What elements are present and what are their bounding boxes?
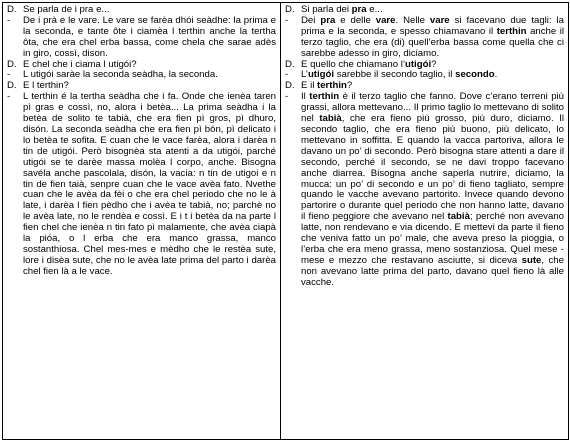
entry-text: De i prà e le vare. Le vare se farèa dhói seàdhe: la prima e la seconda, e tante ôte i ciamèa l terthin anche la tertha ôta, che era chel erba bassa, come chela che sarae adès in giro, cossì, dison. [23, 14, 276, 59]
entry-text: E quello che chiamano l’utigói? [301, 58, 437, 70]
italian-entries [285, 5, 564, 289]
bilingual-transcript-table [2, 2, 569, 440]
dialect-column [3, 3, 281, 440]
speaker-label: - [285, 14, 289, 26]
answer-entry [285, 16, 564, 60]
speaker-label: - [7, 91, 11, 103]
entry-text: L’utigói sarebbe il secondo taglio, il secondo. [301, 69, 498, 81]
speaker-label: - [7, 69, 11, 81]
answer-entry [285, 92, 564, 288]
speaker-label: D. [7, 4, 17, 15]
entry-text: Si parla dei pra e... [301, 4, 383, 15]
speaker-label: D. [285, 80, 295, 92]
entry-text: E l terthin? [23, 80, 69, 92]
speaker-label: - [285, 91, 289, 103]
entry-text: Dei pra e delle vare. Nelle vare si facevano due tagli: la prima e la seconda, e spesso chiamavano il terthin anche il terzo taglio, che era (di) quell’erba bassa come quella che ci sarebbe adesso in giro, diciamo. [301, 14, 565, 59]
speaker-label: - [285, 69, 289, 81]
answer-entry [7, 16, 276, 60]
entry-text: L utigói saràe la seconda seàdha, la seconda. [23, 69, 218, 81]
italian-column [281, 3, 569, 440]
document-page [2, 2, 568, 440]
speaker-label: D. [7, 80, 17, 92]
table-row [3, 3, 569, 440]
speaker-label: - [7, 14, 11, 26]
speaker-label: D. [285, 58, 295, 70]
entry-text: E chel che i ciama l utigói? [23, 58, 137, 70]
dialect-entries [7, 5, 276, 278]
speaker-label: D. [7, 58, 17, 70]
entry-text: Il terthin è il terzo taglio che fanno. Dove c’erano terreni più grassi, allora mettevano... Il primo taglio lo mettevano di solito nel tabià, che era fieno più grosso, più duro, diciamo. Il secondo taglio, che era fieno più buono, più delicato, lo mettevano in soffitta. E quando la vacca partoriva, allora le davano un po’ di secondo. Però bisogna stare attenti a dare il secondo, perché il secondo, se ne davi troppo facevano anche diarrea. Bisogna anche saperla nutrire, diciamo, la mucca: un po’ di secondo e un po’ di fieno tagliato, sempre quando le vacche avevano partorito. Invece quando devono partorire o durante quel periodo che non hanno latte, davano il fieno peggiore che avevano nel tabià; perché non avevano latte, non rendevano e via dicendo. E mettevi da parte il fieno che veniva fatto un po’ male, che aveva preso la pioggia, o l’erba che era meno grassa, meno sostanziosa. Quel mese - mese e mezzo che restavano asciutte, si diceva sute, che non avevano latte prima del parto, davano quel fieno là alle vacche. [301, 91, 564, 288]
entry-text: Se parla de i pra e... [23, 4, 110, 15]
answer-entry [7, 92, 276, 277]
entry-text: E il terthin? [301, 80, 353, 92]
speaker-label: D. [285, 4, 295, 15]
entry-text: L terthin é la tertha seàdha che i fa. Onde che ienèa taren pì gras e cossì, no, alora i betèa... La prima seàdha i la betèa de solito te tabià, che era fien pì gros, pì dhuro, disón. La seconda seàdha che era fien pì bón, pì delicato i lo betèa te sofita. E cuan che le vace farèa, alora i darèa n tin de utigói. Però bisognèa sta atenti a da utigói, parché utigói se te darèe massa molèa l corpo, anche. Bisogna savéla anche pascolala, disón, la vacia: n tin de utigoi e n tin de fien taià, senpre cuan che le vace avèa fato. Nvethe cuan che le avèa da fèi o che era chel periodo che no le à late, i darèa l fien pèdho che i avèa te tabià, no; parchè no le avèa late, no le rendèa e cossì. E i t i betèa da na parte l fien chel che ienèa n tin fato pì malamente, che avèa ciapà la pióa, o l erba che era manco grassa, manco sostanthiosa. Chel mes-mes e mèdho che le restèa sute, lore i disèa sute, che no le avèa late prima del parto i darèa chel fien là a le vace. [23, 91, 276, 277]
